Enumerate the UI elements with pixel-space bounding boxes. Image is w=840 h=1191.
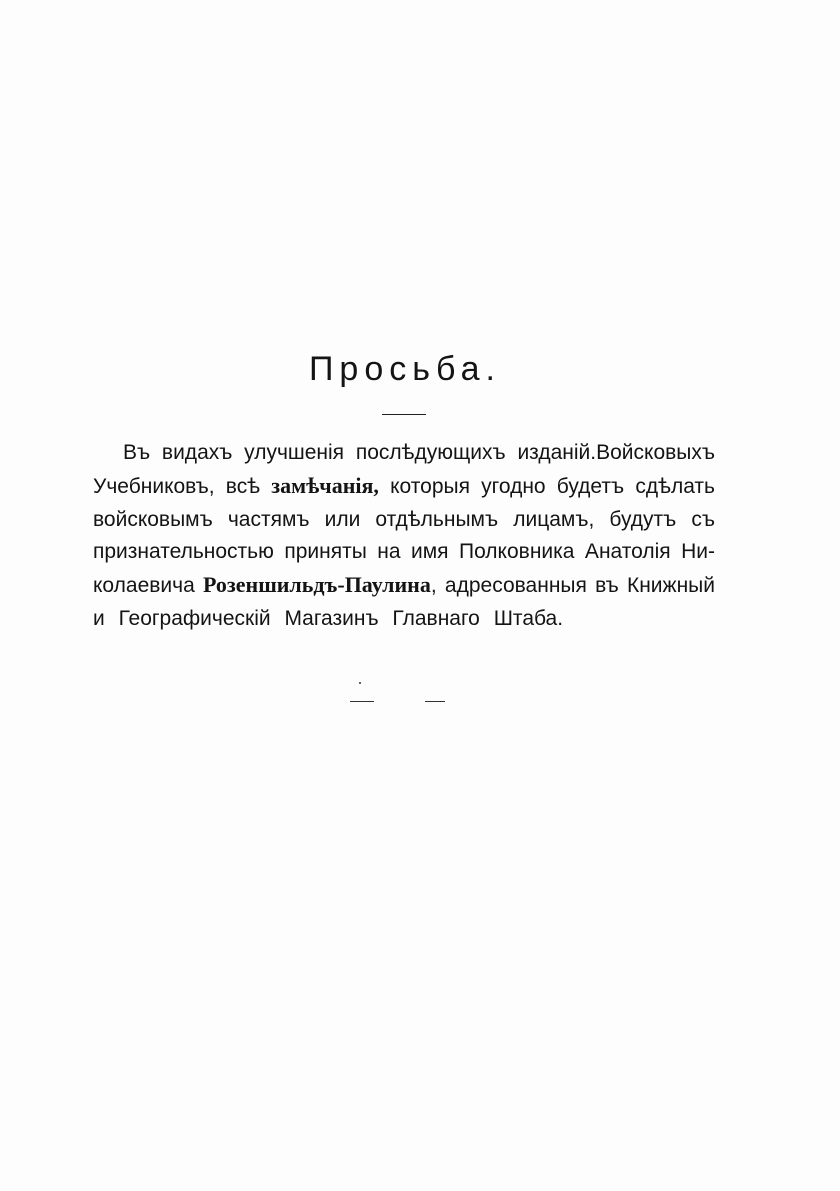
ornament-dot bbox=[359, 682, 361, 684]
paragraph-line-1: Въ видахъ улучшенія послѣдующихъ изданій.Войсковыхъ bbox=[123, 441, 715, 464]
line-5-text-start: колаевича bbox=[93, 574, 204, 598]
request-paragraph bbox=[93, 437, 715, 636]
line-2-text-start: Учебниковъ, всѣ bbox=[93, 474, 272, 498]
line-5-text-end: , адресованныя въ Книжный bbox=[430, 574, 715, 598]
ornament-rule-right bbox=[425, 701, 445, 702]
paragraph-line-5 bbox=[93, 569, 715, 603]
title-divider bbox=[382, 414, 426, 415]
paragraph-line-4: признательностью приняты на имя Полковника Анатолія Ни- bbox=[93, 540, 715, 564]
paragraph-line-3: войсковымъ частямъ или отдѣльнымъ лицамъ, будутъ съ bbox=[93, 507, 715, 531]
ornament-rule-left bbox=[350, 701, 374, 702]
line-2-text-end: которыя угодно будетъ сдѣлать bbox=[378, 474, 715, 498]
paragraph-line-2 bbox=[93, 470, 715, 504]
page-title: Просьба. bbox=[308, 350, 502, 388]
colonel-surname-emphasis: Розеншильдъ-Паулина bbox=[203, 572, 431, 598]
paragraph-line-6: и Географическій Магазинъ Главнаго Штаба. bbox=[93, 606, 564, 630]
remarks-emphasis: замѣчанія, bbox=[271, 472, 379, 498]
